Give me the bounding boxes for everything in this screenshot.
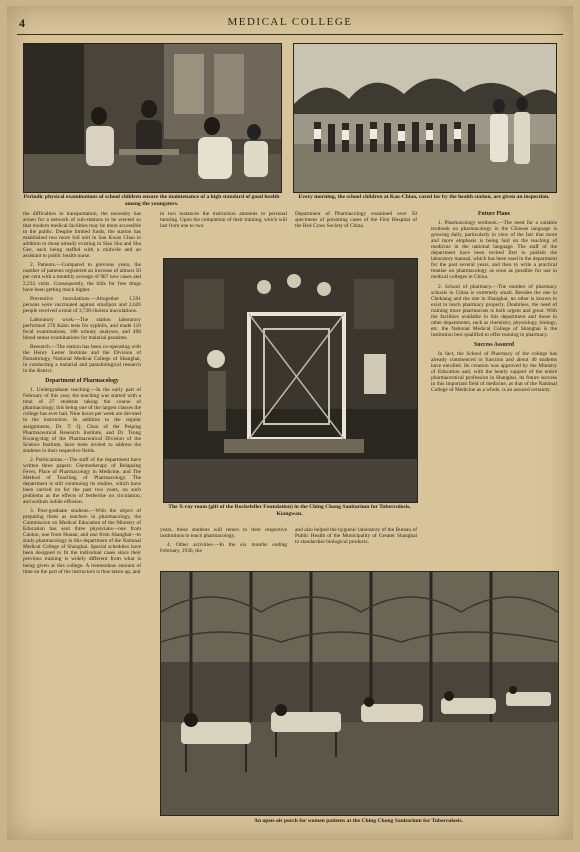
- col4-para3: In fact, the School of Pharmacy of the college has already commenced to function and about 40 students have enrolled. Its creation was approved by the Ministry of Education and, with the hearty support of the entire pharmaceutical profession in Shanghai, its future success in this important field of medicine, as that of the National College of Medicine as a whole, is an assured certainty.: [431, 350, 557, 394]
- photo-physical-examination: [23, 43, 282, 193]
- col1-para7: 2. Publications.—The staff of the department have written three papers: Chemotherapy of Relapsing Fever, Place of Pharmacology in Medicine, and The Method of Teaching of Pharmacology. The department is still continuing its studies, which have been carried on for the past two years, on such problems as the effects of berberine on circulation, and sodium iodide effusion.: [23, 456, 141, 506]
- col1-para8: 3. Post-graduate students.—With the object of preparing them as teachers in pharmacology, the Commission on Medical Education of the Ministry of Education has sent three physicians—one from Canton, one from Hunan, and one from Shanghai—to study pharmacology in this department of the National Medical College of Shanghai. Special schedules have been designed to fit the individual cases since their previous training is widely different from what is being given at this college. A tremendous amount of time on the part of the instructors is thus taken up, and: [23, 508, 141, 575]
- col1-para6: 1. Undergraduate teaching.—In the early part of February of this year, the teaching was started with a total of 27 students taking the course of pharmacology, this being one of the largest classes the college has ever had. Nine hours per week are devoted to the instruction. In addition to the regular assignments, Dr. T. Q. Chou of the Peiping Pharmaceutical Research Institute, and Dr. Tsong Kwang-ting of the Pharmaceutical Division of the Science Institute, have been invited to address the students in their respective fields.: [23, 387, 141, 454]
- caption-photo1: Periodic physical examinations of school children ensure the maintenance of a high standard of good health among the youngsters.: [23, 194, 280, 207]
- caption-photo2: Every morning, the school children at Kao-Chiao, cared for by the health station, are given an inspection.: [298, 194, 550, 200]
- page-number: 4: [19, 16, 25, 30]
- column-2-bottom: [160, 527, 287, 563]
- page-title: MEDICAL COLLEGE: [227, 16, 353, 28]
- photo-open-air-porch: [160, 571, 559, 816]
- col2b-para1: years, these students will return to their respective institutions to teach pharmacology.: [160, 527, 287, 540]
- column-3-bottom: [295, 527, 417, 563]
- column-1: [23, 211, 141, 833]
- col4-para1: 1. Pharmacology textbook.—The need for a suitable textbook on pharmacology in the Chinese language is growing daily, particularly in view of the fact that more and more emphasis is being laid on the teaching of medicine in the national language. The staff of the department have been invited first to publish the laboratory manual, which has been used in the department for the past several years, and then to write a practical treatise on pharmacology as soon as possible for use in medical colleges in China.: [431, 220, 557, 281]
- section-heading-success-assured: Success Assured: [474, 341, 514, 348]
- section-heading-pharmacology: Department of Pharmacology: [45, 378, 119, 385]
- col2b-para2: 4. Other activities.—In the six months ending February, 1936, the: [160, 542, 287, 555]
- column-4: [431, 211, 557, 566]
- col3-para1: Department of Pharmacology examined over 50 specimens of poisoning cases of the First Hospital of the Red Cross Society of China.: [295, 211, 417, 230]
- page-header: [7, 16, 573, 30]
- col1-para3: Preventive inoculations.—Altogether 1,501 persons were vaccinated against smallpox and 2,626 people received a total of 3,728 cholera inoculations.: [23, 295, 141, 314]
- col3b-para1: and also helped the hygienic laboratory of the Bureau of Public Health of the Municipality of Greater Shanghai to standardise biological products.: [295, 527, 417, 546]
- header-rule: [17, 34, 563, 35]
- column-2-top: [160, 211, 287, 251]
- col1-para2: 2. Patients.—Compared to previous years, the number of patients registered an increase of almost 50 per cent with a monthly average of 987 new cases and 2,233 visits. Consequently, the bills for free drugs have been getting much higher.: [23, 262, 141, 293]
- newspaper-page: [7, 6, 573, 840]
- col4-para2: 2. School of pharmacy.—The number of pharmacy schools in China is extremely small. Besides the one in Chekiang and the one in Shanghai, no other is known to exist to teach pharmacy properly. Doubtless, the need of training more pharmacists is both urgent and great. With the facilities available in this department and those in other departments, such as chemistry, physiology, biology, etc. the National Medical College of Shanghai is the institution best qualified to offer training in pharmacy.: [431, 283, 557, 338]
- column-3-top: [295, 211, 417, 251]
- caption-photo3: The X-ray room (gift of the Rockefeller Foundation) in the Ching Chong Sanitarium for Tuberculosis, Kiangwan.: [168, 504, 411, 517]
- col1-para4: Laboratory work.—The station laboratory performed 270 Kahn tests for syphilis, and made 110 fecal examinations, 188 urinary analyses, and 408 blood smear examinations for malarial parasites.: [23, 316, 141, 341]
- photo-children-inspection: [293, 43, 557, 193]
- col2-para1: in two instances the instruction amounts to personal tutoring. Upon the completion of their training, which will last from one to two: [160, 211, 287, 230]
- col1-para1: the difficulties in transportation, the necessity has arisen for a network of sub-stations to be erected so that modern medical facilities may be more accessible to the public. Despite limited funds, the station has established two more full unit in San Kwan Chao in addition to those already existing in Siao Sha and Sha Gee, each being staffed with a midwife and an assistant to public health nurse.: [23, 211, 141, 260]
- section-heading-future-plans: Future Plans: [478, 211, 510, 217]
- photo-xray-room: [163, 258, 418, 503]
- col1-para5: Research.—The station has been co-operating with the Henry Lester Institute and the Division of Parasitology, National Medical College of Shanghai, in conducting a malarial and parasitological research in the district.: [23, 343, 141, 375]
- caption-photo4: An open-air porch for women patients at the Ching Chong Sanitarium for Tuberculosis.: [253, 818, 464, 824]
